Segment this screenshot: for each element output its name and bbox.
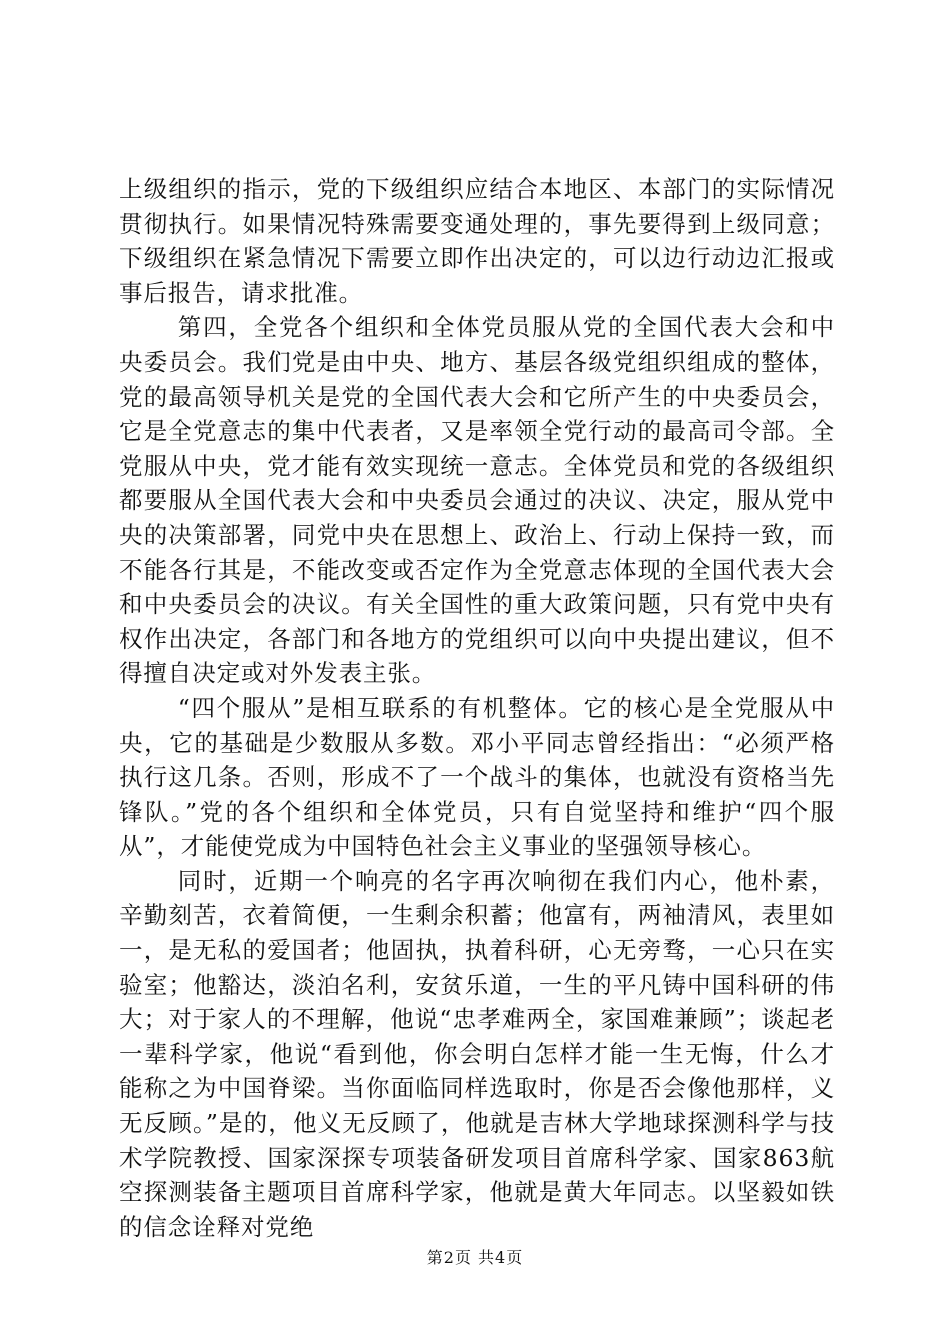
paragraph-fourth-principle: 第四，全党各个组织和全体党员服从党的全国代表大会和中央委员会。我们党是由中央、地方、基层各级党组织组成的整体，党的最高领导机关是党的全国代表大会和它所产生的中央委员会，它是全党意志的集中代表者，又是率领全党行动的最高司令部。全党服从中央，党才能有效实现统一意志。全体党员和党的各级组织都要服从全国代表大会和中央委员会通过的决议、决定，服从党中央的决策部署，同党中央在思想上、政治上、行动上保持一致，而不能各行其是，不能改变或否定作为全党意志体现的全国代表大会和中央委员会的决议。有关全国性的重大政策问题，只有党中央有权作出决定，各部门和各地方的党组织可以向中央提出建议，但不得擅自决定或对外发表主张。 [119,313,835,688]
paragraph-four-obediences: “四个服从”是相互联系的有机整体。它的核心是全党服从中央，它的基础是少数服从多数。邓小平同志曾经指出：“必须严格执行这几条。否则，形成不了一个战斗的集体，也就没有资格当先锋队。”党的各个组织和全体党员，只有自觉坚持和维护“四个服从”，才能使党成为中国特色社会主义事业的坚强领导核心。 [119,693,835,861]
page-number-footer: 第2页 共4页 [426,1248,524,1267]
paragraph-huang-danian: 同时，近期一个响亮的名字再次响彻在我们内心，他朴素，辛勤刻苦，衣着简便，一生剩余积蓄；他富有，两袖清风，表里如一，是无私的爱国者；他固执，执着科研，心无旁骛，一心只在实验室；他豁达，淡泊名利，安贫乐道，一生的平凡铸中国科研的伟大；对于家人的不理解，他说“忠孝难两全，家国难兼顾”；谈起老一辈科学家，他说“看到他，你会明白怎样才能一生无悔，什么才能称之为中国脊梁。当你面临同样选取时，你是否会像他那样，义无反顾。”是的，他义无反顾了，他就是吉林大学地球探测科学与技术学院教授、国家深探专项装备研发项目首席科学家、国家863航空探测装备主题项目首席科学家，他就是黄大年同志。以坚毅如铁的信念诠释对党绝 [119,866,835,1241]
paragraph-continuation: 上级组织的指示，党的下级组织应结合本地区、本部门的实际情况贯彻执行。如果情况特殊需要变通处理的，事先要得到上级同意；下级组织在紧急情况下需要立即作出决定的，可以边行动边汇报或事后报告，请求批准。 [119,175,835,307]
document-body [119,172,835,1244]
